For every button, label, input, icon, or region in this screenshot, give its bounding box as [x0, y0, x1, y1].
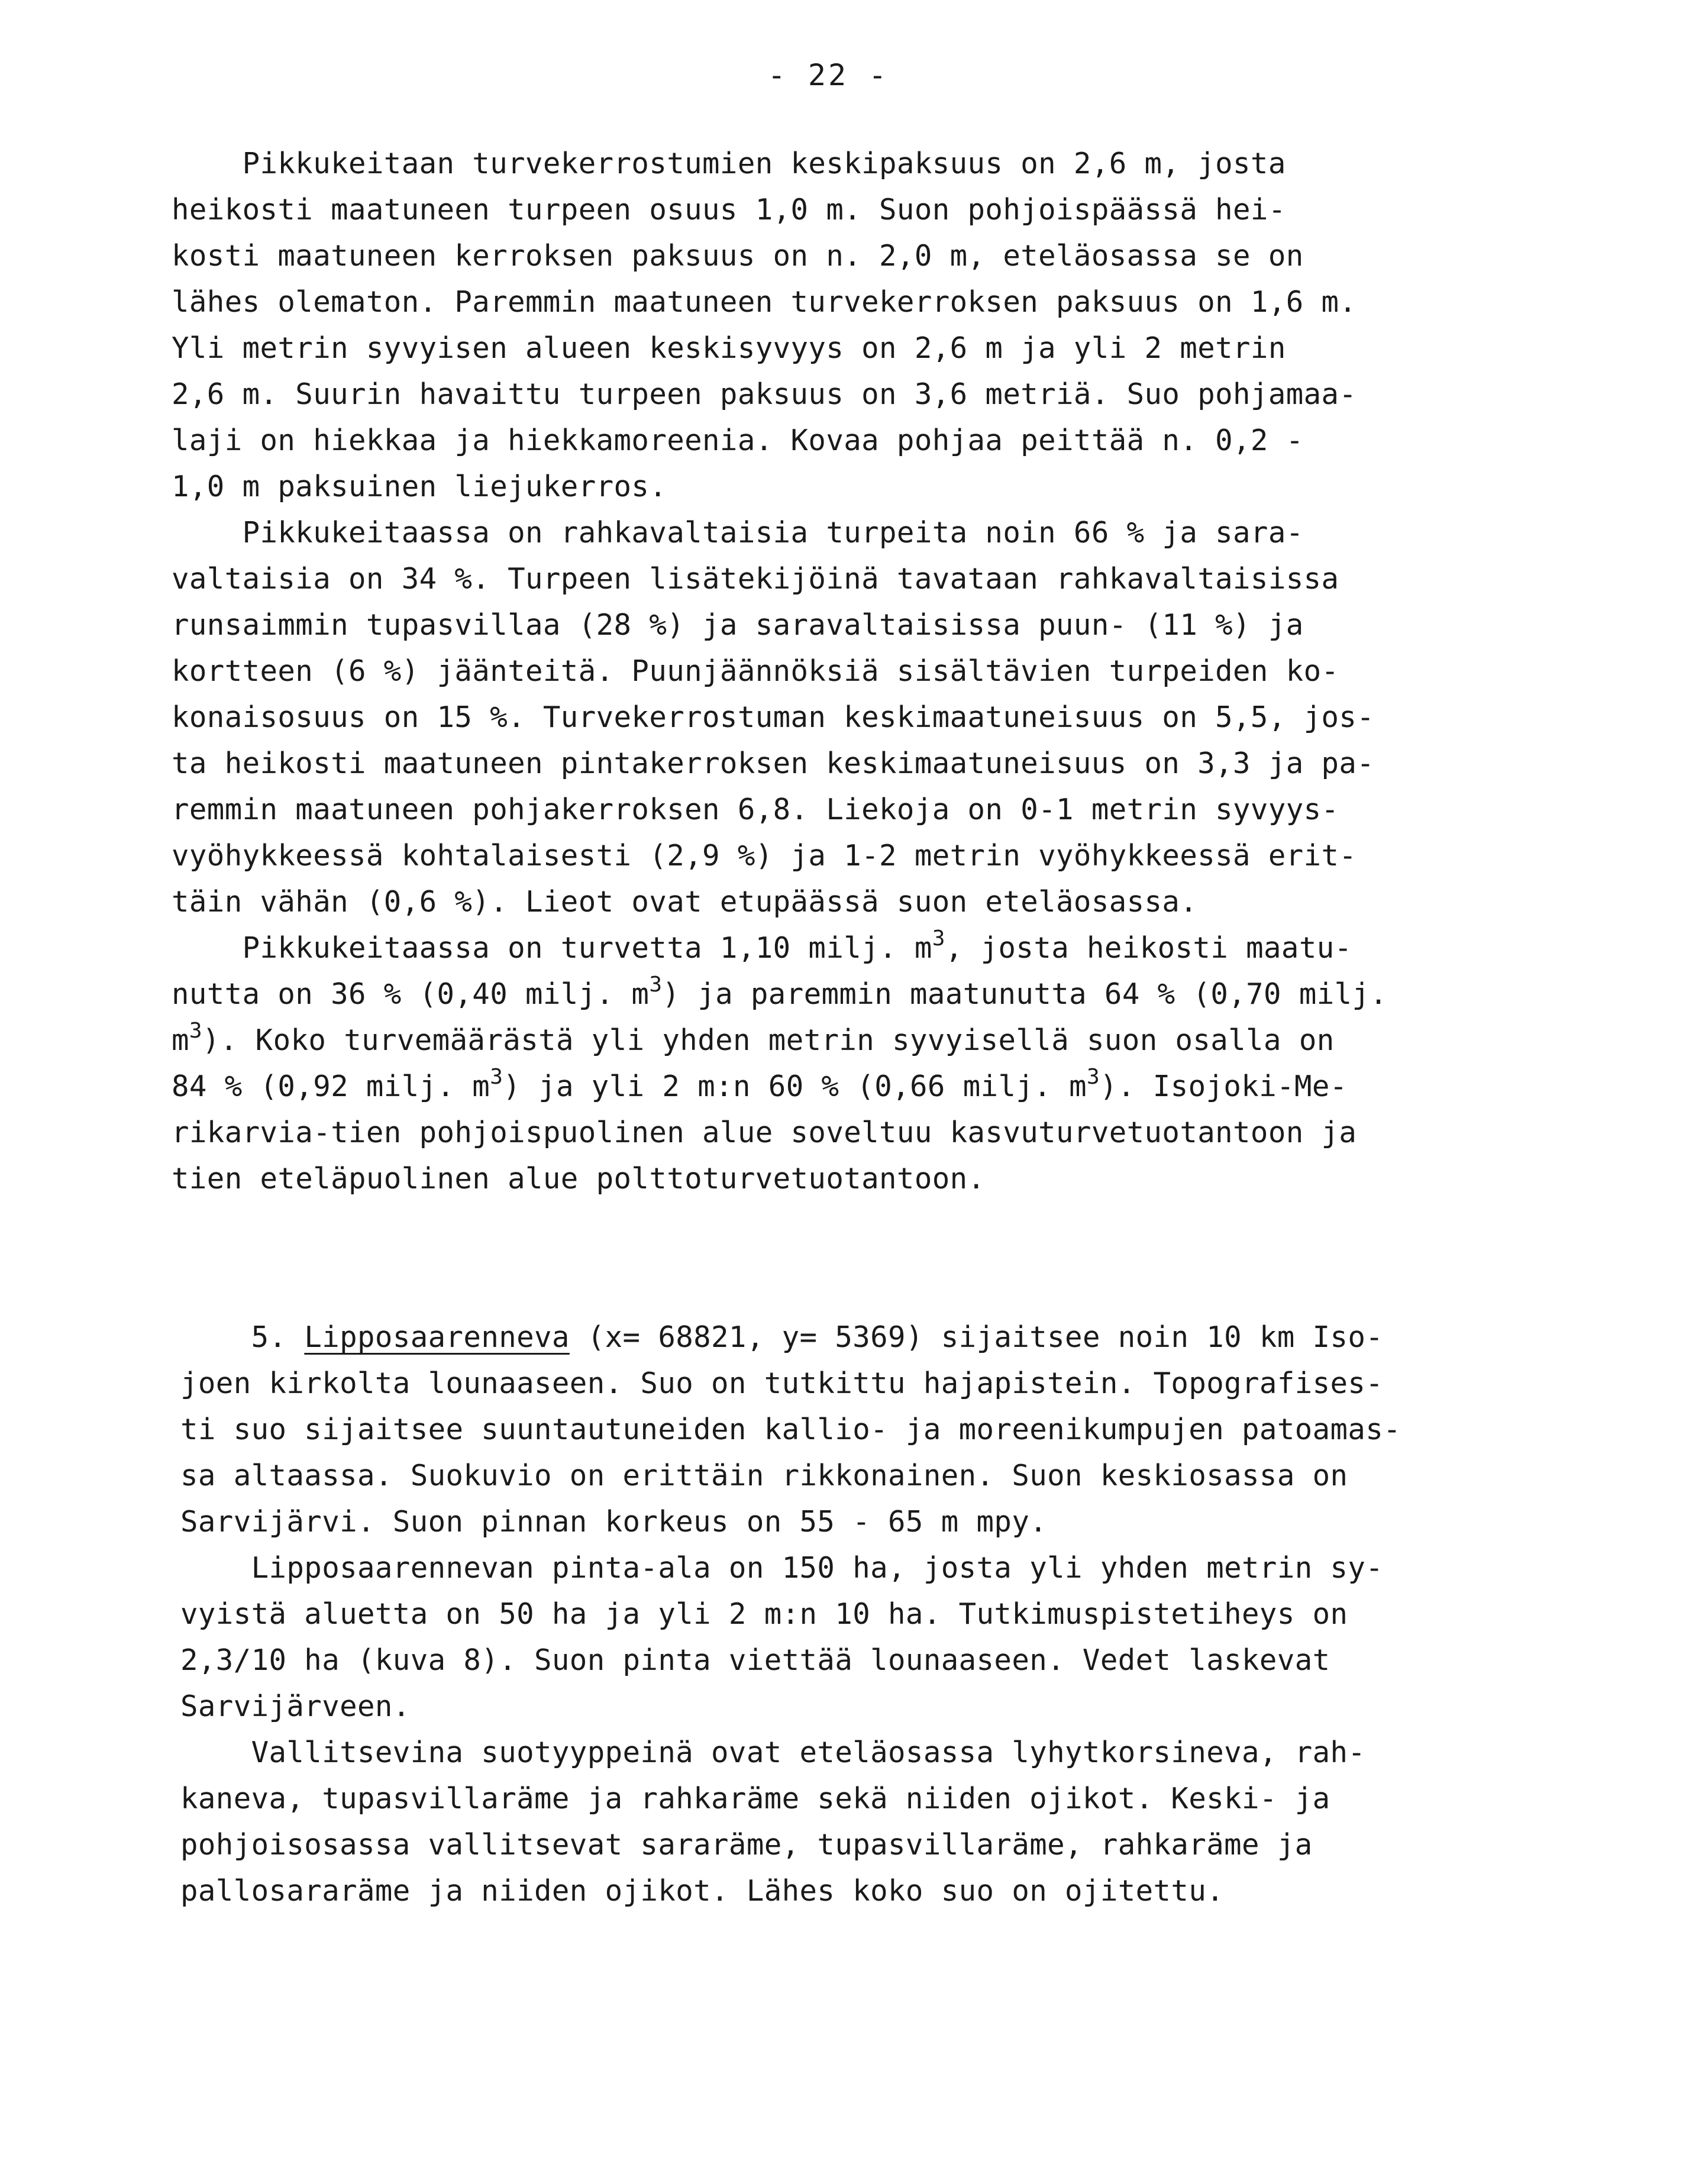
superscript: 3 [189, 1018, 202, 1043]
text-line: pohjoisosassa vallitsevat sararäme, tupasvillaräme, rahkaräme ja [180, 1828, 1313, 1862]
text-span: m [172, 1023, 189, 1057]
text-line: Lipposaarennevan pinta-ala on 150 ha, josta yli yhden metrin sy- [180, 1551, 1384, 1585]
text-line: ta heikosti maatuneen pintakerroksen keskimaatuneisuus on 3,3 ja pa- [172, 747, 1375, 780]
text-line: Sarvijärveen. [180, 1689, 411, 1723]
heading-name: Lipposaarenneva [304, 1320, 570, 1354]
text-span: ). Koko turvemäärästä yli yhden metrin syvyisellä suon osalla on [202, 1023, 1335, 1057]
text-line: runsaimmin tupasvillaa (28 %) ja saravaltaisissa puun- (11 %) ja [172, 608, 1304, 642]
text-line: tien eteläpuolinen alue polttoturvetuotantoon. [172, 1162, 986, 1196]
text-line: laji on hiekkaa ja hiekkamoreenia. Kovaa pohjaa peittää n. 0,2 - [172, 424, 1304, 457]
text-line: 2,6 m. Suurin havaittu turpeen paksuus on 3,6 metriä. Suo pohjamaa- [172, 377, 1357, 411]
text-line [172, 925, 1591, 971]
section-lipposaarenneva [180, 1314, 1600, 1914]
text-line: konaisosuus on 15 %. Turvekerrostuman keskimaatuneisuus on 5,5, jos- [172, 700, 1375, 734]
text-line: ti suo sijaitsee suuntautuneiden kallio- ja moreenikumpujen patoamas- [180, 1413, 1401, 1446]
text-line: Sarvijärvi. Suon pinnan korkeus on 55 - 65 m mpy. [180, 1505, 1048, 1539]
text-line: sa altaassa. Suokuvio on erittäin rikkonainen. Suon keskiosassa on [180, 1459, 1348, 1492]
text-line: kosti maatuneen kerroksen paksuus on n. 2,0 m, eteläosassa se on [172, 239, 1304, 273]
section-pikkukeidas [172, 141, 1591, 1202]
superscript: 3 [490, 1064, 503, 1089]
superscript: 3 [649, 972, 663, 997]
text-line [172, 971, 1591, 1017]
text-line: Pikkukeitaassa on rahkavaltaisia turpeita noin 66 % ja sara- [172, 516, 1304, 550]
text-line: vyöhykkeessä kohtalaisesti (2,9 %) ja 1-2 metrin vyöhykkeessä erit- [172, 839, 1357, 873]
text-span: Pikkukeitaassa on turvetta 1,10 milj. m [172, 931, 932, 965]
text-span: ). Isojoki-Me- [1100, 1070, 1348, 1103]
text-line: remmin maatuneen pohjakerroksen 6,8. Liekoja on 0-1 metrin syvyys- [172, 793, 1339, 826]
text-line [172, 1064, 1591, 1110]
text-line [172, 1017, 1591, 1064]
text-line: täin vähän (0,6 %). Lieot ovat etupäässä suon eteläosassa. [172, 885, 1198, 919]
text-line: 1,0 m paksuinen liejukerros. [172, 470, 667, 503]
heading-number: 5. [251, 1320, 305, 1354]
text-span: ) ja yli 2 m:n 60 % (0,66 milj. m [503, 1070, 1087, 1103]
text-line: rikarvia-tien pohjoispuolinen alue soveltuu kasvuturvetuotantoon ja [172, 1116, 1357, 1149]
text-line: valtaisia on 34 %. Turpeen lisätekijöinä tavataan rahkavaltaisissa [172, 562, 1339, 596]
text-line: Pikkukeitaan turvekerrostumien keskipaksuus on 2,6 m, josta [172, 147, 1286, 180]
text-line: 2,3/10 ha (kuva 8). Suon pinta viettää lounaaseen. Vedet laskevat [180, 1643, 1330, 1677]
text-span: nutta on 36 % (0,40 milj. m [172, 977, 650, 1011]
text-span: ) ja paremmin maatunutta 64 % (0,70 milj. [662, 977, 1388, 1011]
superscript: 3 [932, 926, 945, 951]
text-line: lähes olematon. Paremmin maatuneen turvekerroksen paksuus on 1,6 m. [172, 285, 1357, 319]
heading-rest: (x= 68821, y= 5369) sijaitsee noin 10 km Iso- [569, 1320, 1384, 1354]
text-line: Yli metrin syvyisen alueen keskisyvyys on 2,6 m ja yli 2 metrin [172, 331, 1286, 365]
superscript: 3 [1087, 1064, 1100, 1089]
text-line: kortteen (6 %) jäänteitä. Puunjäännöksiä sisältävien turpeiden ko- [172, 654, 1339, 688]
text-line: joen kirkolta lounaaseen. Suo on tutkittu hajapistein. Topografises- [180, 1366, 1384, 1400]
section-heading-line [180, 1314, 1600, 1361]
text-line: Vallitsevina suotyyppeinä ovat eteläosassa lyhytkorsineva, rah- [180, 1736, 1366, 1769]
page-number: - 22 - [767, 58, 889, 92]
text-line: pallosararäme ja niiden ojikot. Lähes koko suo on ojitettu. [180, 1874, 1225, 1908]
text-span: , josta heikosti maatu- [945, 931, 1352, 965]
text-line: kaneva, tupasvillaräme ja rahkaräme sekä niiden ojikot. Keski- ja [180, 1782, 1330, 1815]
text-line: heikosti maatuneen turpeen osuus 1,0 m. Suon pohjoispäässä hei- [172, 193, 1286, 227]
text-span: 84 % (0,92 milj. m [172, 1070, 490, 1103]
text-line: vyistä aluetta on 50 ha ja yli 2 m:n 10 ha. Tutkimuspistetiheys on [180, 1597, 1348, 1631]
